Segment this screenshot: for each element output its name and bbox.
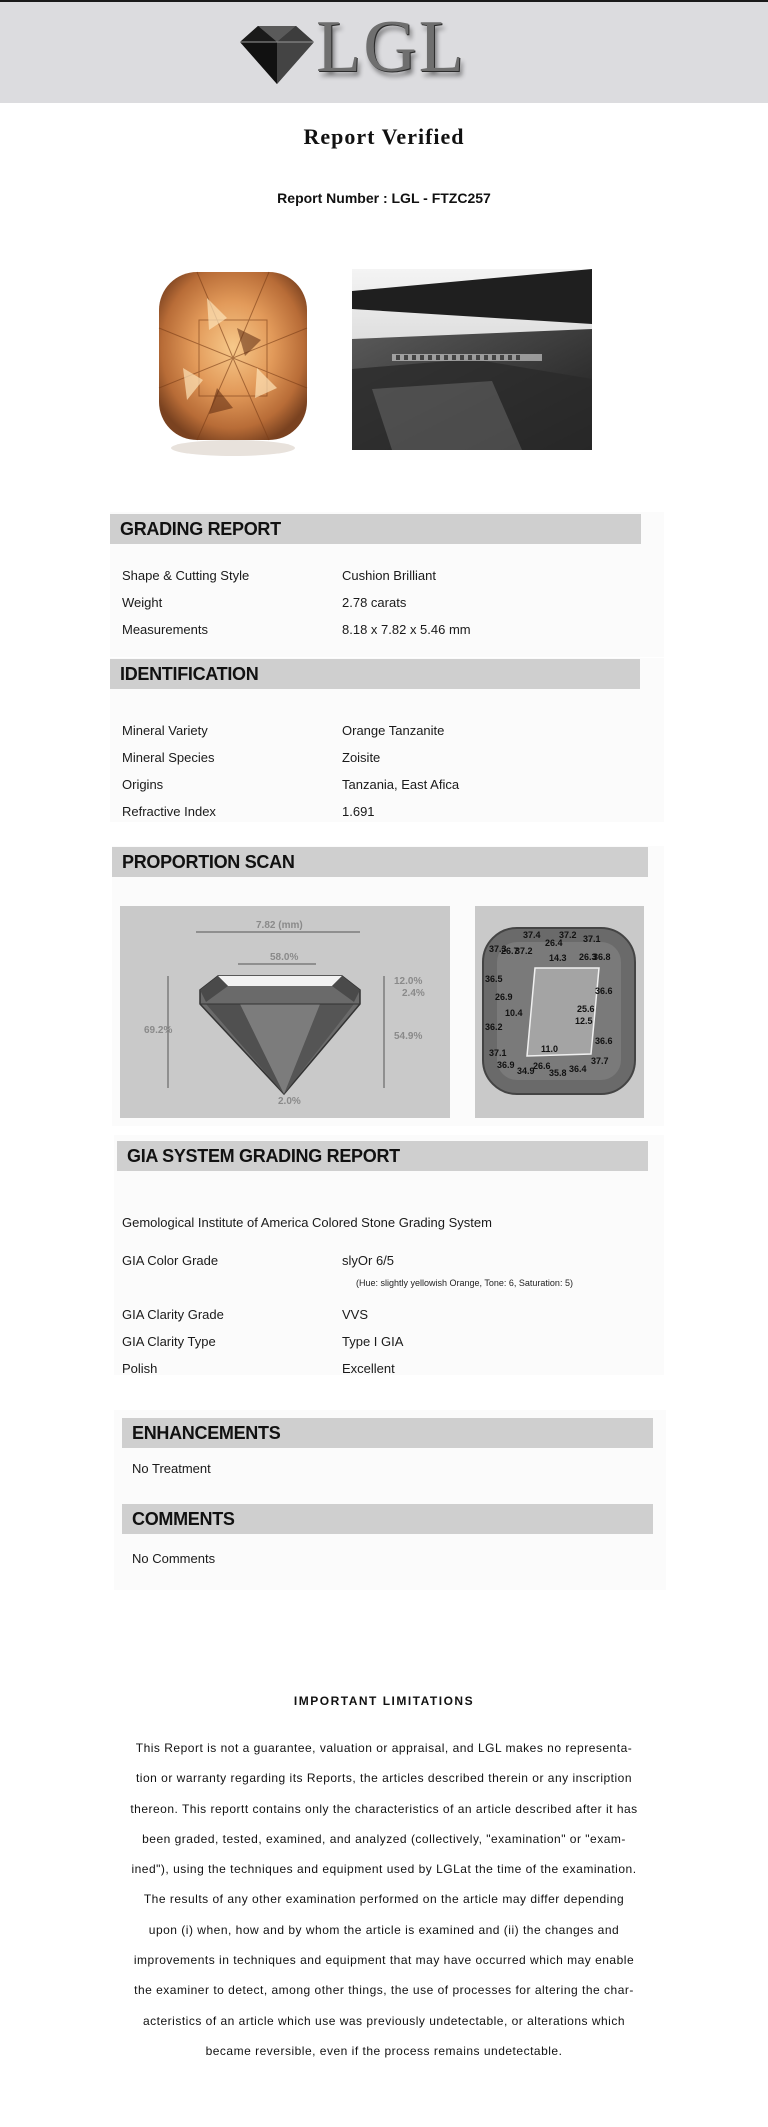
facet-angle-label: 26.4 [545,938,563,948]
row-value: 2.78 carats [342,595,407,610]
width-label: 7.82 (mm) [256,920,303,931]
limitations-line: became reversible, even if the process remains undetectable. [205,2043,563,2058]
color-grade-note: (Hue: slightly yellowish Orange, Tone: 6, Saturation: 5) [356,1278,573,1288]
limitations-line: improvements in techniques and equipment that may have occurred which may enable [133,1953,635,1968]
row-value: Zoisite [342,750,381,765]
facet-angle-label: 11.0 [541,1044,559,1054]
gia-heading: GIA SYSTEM GRADING REPORT [117,1141,648,1171]
row-label: Refractive Index [122,804,216,819]
limitations-line: tion or warranty regarding its Reports, the articles described therein or any inscription [135,1771,633,1786]
row-value: 8.18 x 7.82 x 5.46 mm [342,622,471,637]
top-facet-diagram [475,906,644,1118]
lgl-logo[interactable] [232,6,492,90]
facet-angle-label: 37.1 [489,1048,507,1058]
pavilion-label: 54.9% [394,1031,423,1042]
limitations-line: The results of any other examination performed on the article may differ depending [143,1892,625,1907]
row-value: VVS [342,1307,369,1322]
limitations-line: acteristics of an article which use was previously undetectable, or alterations which [142,2013,626,2028]
site-header [0,2,768,103]
enhancements-text: No Treatment [132,1461,211,1476]
facet-angle-label: 37.2 [515,946,533,956]
report-number: Report Number : LGL - FTZC257 [277,190,491,206]
enhancements-heading: ENHANCEMENTS [122,1418,653,1448]
row-label: Polish [122,1361,158,1376]
row-label: GIA Clarity Grade [122,1307,224,1322]
facet-angle-label: 36.4 [569,1064,587,1074]
girdle-inscription-photo [352,269,592,450]
facet-angle-label: 34.9 [517,1066,535,1076]
row-value: Tanzania, East Afica [342,777,460,792]
row-label: GIA Clarity Type [122,1334,216,1349]
limitations-line: ined"), using the techniques and equipment used by LGLat the time of the examination. [131,1862,637,1877]
facet-angle-label: 36.8 [593,952,611,962]
identification-heading: IDENTIFICATION [110,659,640,689]
facet-angle-label: 37.2 [559,930,577,940]
facet-angle-label: 36.2 [485,1022,503,1032]
facet-angle-label: 37.3 [489,944,507,954]
culet-label: 2.0% [278,1096,301,1107]
row-label: Mineral Species [122,750,215,765]
row-value: Excellent [342,1361,395,1376]
facet-angle-label: 10.4 [505,1008,523,1018]
facet-angle-label: 35.8 [549,1068,567,1078]
row-label: GIA Color Grade [122,1253,219,1268]
proportion-scan-heading: PROPORTION SCAN [112,847,648,877]
girdle-label: 2.4% [402,988,425,999]
gia-subtitle: Gemological Institute of America Colored Stone Grading System [122,1215,492,1230]
row-value: Orange Tanzanite [342,723,445,738]
limitations-text [118,1733,650,2066]
facet-angle-label: 12.5 [575,1016,593,1026]
limitations-line: the examiner to detect, among other things, the use of processes for altering the char- [134,1983,634,1998]
limitations-heading: IMPORTANT LIMITATIONS [293,1694,475,1708]
row-label: Mineral Variety [122,723,208,738]
facet-angle-label: 37.7 [591,1056,609,1066]
limitations-line: thereon. This reportt contains only the characteristics of an article described after it has [130,1801,638,1816]
row-label: Weight [122,595,163,610]
row-label: Shape & Cutting Style [122,568,250,583]
facet-angle-label: 25.6 [577,1004,595,1014]
limitations-line: been graded, tested, examined, and analyzed (collectively, "examination" or "exam- [142,1831,626,1846]
row-label: Origins [122,777,164,792]
comments-text: No Comments [132,1551,216,1566]
row-value: 1.691 [342,804,375,819]
row-value: Type I GIA [342,1334,404,1349]
side-profile-diagram [120,906,450,1118]
logo-text: LGL [316,6,466,88]
depth-label: 69.2% [144,1025,173,1036]
row-label: Measurements [122,622,208,637]
facet-angle-label: 37.1 [583,934,601,944]
facet-angle-label: 36.6 [595,1036,613,1046]
crown-label: 12.0% [394,976,423,987]
facet-angle-label: 36.6 [595,986,613,996]
facet-angle-label: 26.3 [579,952,597,962]
facet-angle-label: 26.7 [501,946,519,956]
facet-angle-label: 26.6 [533,1061,551,1071]
table-label: 58.0% [270,952,299,963]
facet-angle-label: 36.9 [497,1060,515,1070]
limitations-line: upon (i) when, how and by whom the article is examined and (ii) the changes and [148,1922,620,1937]
limitations-line: This Report is not a guarantee, valuation or appraisal, and LGL makes no representa- [135,1741,633,1755]
comments-heading: COMMENTS [122,1504,653,1534]
facet-angle-label: 14.3 [549,953,567,963]
row-value: Cushion Brilliant [342,568,436,583]
row-value: slyOr 6/5 [342,1253,395,1268]
facet-angle-label: 26.9 [495,992,513,1002]
gem-photo [137,268,327,460]
facet-angle-label: 36.5 [485,974,503,984]
facet-angle-label: 37.4 [523,930,541,940]
diamond-icon [232,20,322,90]
grading-report-heading: GRADING REPORT [110,514,641,544]
page-title: Report Verified [303,124,465,149]
